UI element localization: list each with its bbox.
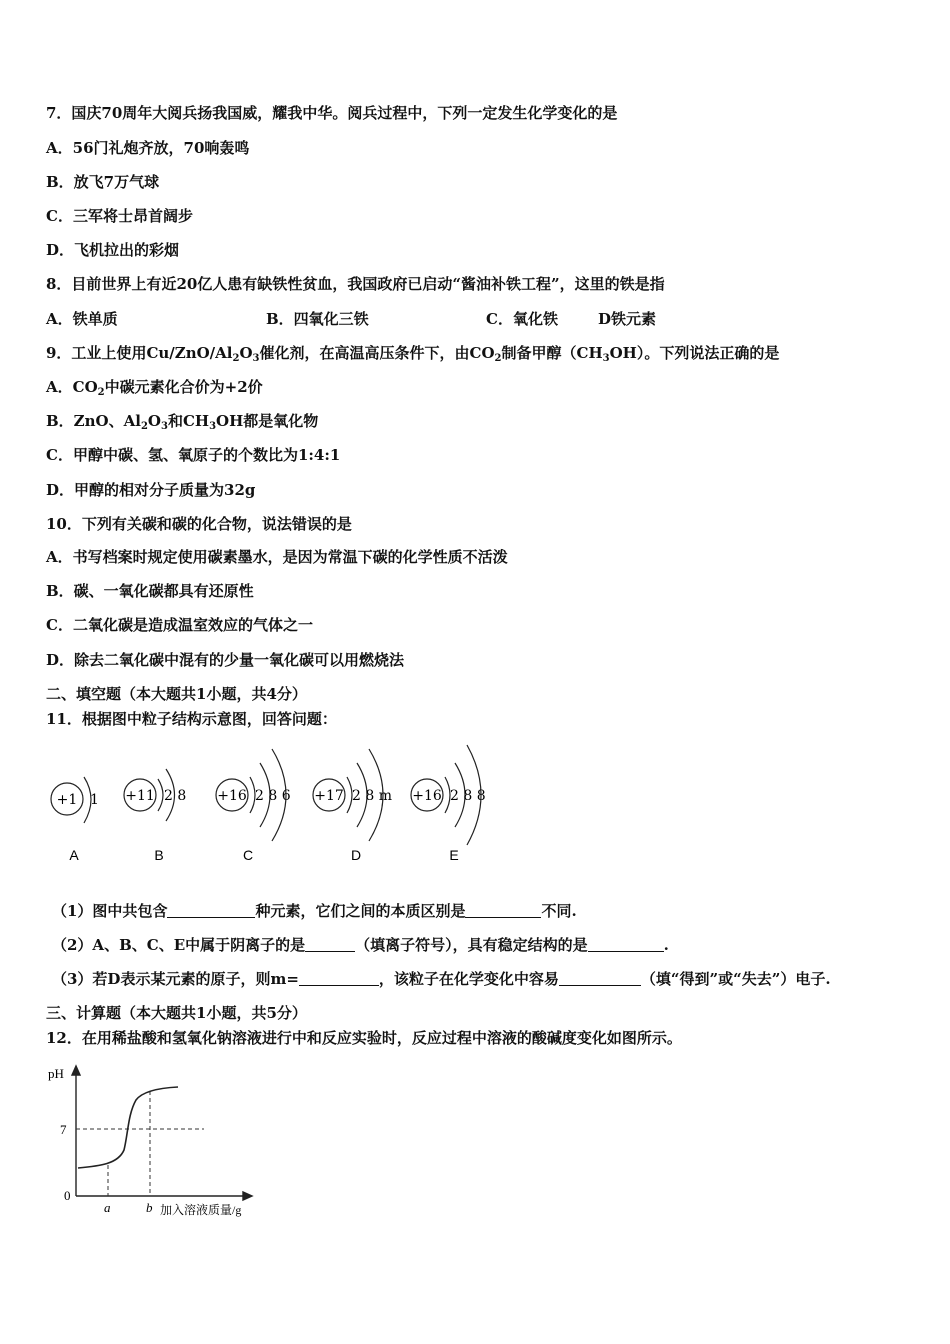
atom-e-electrons: 2 8 8 [450,788,486,804]
atom-a-electrons: 1 [90,792,99,808]
q11-p2-text: （2）A、B、C、E中属于阴离子的是 [52,936,306,954]
q11-p1-blank-1[interactable] [167,903,255,918]
q11-part-1 [52,900,577,921]
y-axis-arrow [72,1066,80,1075]
q12-stem: 12．在用稀盐酸和氢氧化钠溶液进行中和反应实验时，反应过程中溶液的酸碱度变化如图所示。 [46,1029,682,1047]
atom-c-label: C [242,847,254,863]
q11-p1-text: 种元素，它们之间的本质区别是 [255,902,466,920]
q9-b-part: O [147,412,161,430]
atom-a-nucleus: +1 [56,792,78,808]
q8-stem: 8．目前世界上有近20亿人患有缺铁性贫血，我国政府已启动“酱油补铁工程”，这里的铁是指 [46,275,665,293]
atom-structure-diagram [40,735,510,870]
atom-b-electrons: 2 8 [164,788,187,804]
q11-p1-text: （1）图中共包含 [52,902,168,920]
q11-p3-text: （3）若D表示某元素的原子，则m= [52,970,299,988]
ph-graph [40,1062,280,1226]
atom-a-label: A [69,847,79,863]
atom-c-nucleus: +16 [217,788,247,804]
q9-a-part: A．CO [46,378,98,396]
q9-a-subscript: 2 [97,387,105,398]
section-3-heading: 三、计算题（本大题共1小题，共5分） [46,1004,307,1022]
q9-stem-part: O [239,344,253,362]
q10-stem: 10．下列有关碳和碳的化合物，说法错误的是 [46,515,352,533]
q11-p2-blank-1[interactable] [305,937,355,952]
q9-stem-part: 9．工业上使用Cu/ZnO/Al [46,344,233,362]
q11-p2-text: （填离子符号），具有稳定结构的是 [355,936,588,954]
q9-a-part: 中碳元素化合价为+2价 [104,378,263,396]
q11-p3-blank-1[interactable] [299,971,379,986]
q9-stem-subscript: 3 [602,353,610,364]
q7-option-c: C．三军将士昂首阔步 [46,207,193,225]
q9-stem-part: OH）。下列说法正确的是 [609,344,780,362]
atom-d-label: D [350,847,362,863]
q9-b-part: 和CH [167,412,210,430]
q7-option-d: D．飞机拉出的彩烟 [46,241,180,259]
q10-option-b: B．碳、一氧化碳都具有还原性 [46,582,254,600]
q11-p2-text: . [663,936,669,954]
q9-stem-subscript: 2 [494,353,502,364]
x-tick-b: b [146,1200,153,1215]
q11-p3-blank-2[interactable] [559,971,641,986]
q10-option-a: A．书写档案时规定使用碳素墨水，是因为常温下碳的化学性质不活泼 [46,548,508,566]
q9-stem-subscript: 2 [232,353,240,364]
q11-stem: 11．根据图中粒子结构示意图，回答问题： [46,710,337,728]
q11-p3-text: ，该粒子在化学变化中容易 [378,970,559,988]
q9-b-part: OH都是氧化物 [216,412,319,430]
atom-d-electrons: 2 8 m [352,788,392,804]
atom-c-electrons: 2 8 6 [255,788,291,804]
ph-curve [78,1087,178,1168]
q11-p3-text: （填“得到”或“失去”）电子. [640,970,831,988]
q8-options [46,308,656,329]
atom-d-nucleus: +17 [314,788,344,804]
atom-e-nucleus: +16 [412,788,442,804]
q11-p2-blank-2[interactable] [588,937,664,952]
q9-stem-subscript: 3 [252,353,260,364]
q11-p1-text: 不同. [541,902,577,920]
q9-b-part: B．ZnO、Al [46,412,141,430]
q9-stem-part: 催化剂，在高温高压条件下，由CO [259,344,495,362]
q9-b-subscript: 3 [160,421,168,432]
section-2-heading: 二、填空题（本大题共1小题，共4分） [46,685,307,703]
y-axis-label: pH [48,1066,64,1081]
q9-stem-part: 制备甲醇（CH [501,344,603,362]
q11-part-2 [52,934,669,955]
q7-option-a: A．56门礼炮齐放，70响轰鸣 [46,139,250,157]
q8-option-a: A．铁单质 [46,310,118,328]
q11-p1-blank-2[interactable] [465,903,541,918]
x-axis-arrow [243,1192,252,1200]
q11-part-3 [52,968,831,989]
q9-stem [46,342,779,364]
x-tick-a: a [104,1200,111,1215]
q8-option-d: D铁元素 [598,310,657,328]
y-tick-7: 7 [60,1122,67,1137]
q8-option-c: C．氧化铁 [486,310,558,328]
q9-b-subscript: 2 [140,421,148,432]
q8-option-b: B．四氧化三铁 [266,310,369,328]
atom-b-nucleus: +11 [125,788,155,804]
origin-label: 0 [64,1188,71,1203]
q7-option-b: B．放飞7万气球 [46,173,160,191]
q10-option-c: C．二氧化碳是造成温室效应的气体之一 [46,616,313,634]
q9-option-b [46,410,318,432]
q7-stem: 7．国庆70周年大阅兵扬我国威，耀我中华。阅兵过程中，下列一定发生化学变化的是 [46,104,618,122]
atom-b-label: B [154,847,164,863]
q9-b-subscript: 3 [209,421,217,432]
q9-option-a [46,376,263,398]
q9-option-d: D．甲醇的相对分子质量为32g [46,481,256,499]
x-axis-label: 加入溶液质量/g [160,1203,242,1217]
q9-option-c: C．甲醇中碳、氢、氧原子的个数比为1:4:1 [46,446,341,464]
q10-option-d: D．除去二氧化碳中混有的少量一氧化碳可以用燃烧法 [46,651,405,669]
atom-e-label: E [449,847,459,863]
